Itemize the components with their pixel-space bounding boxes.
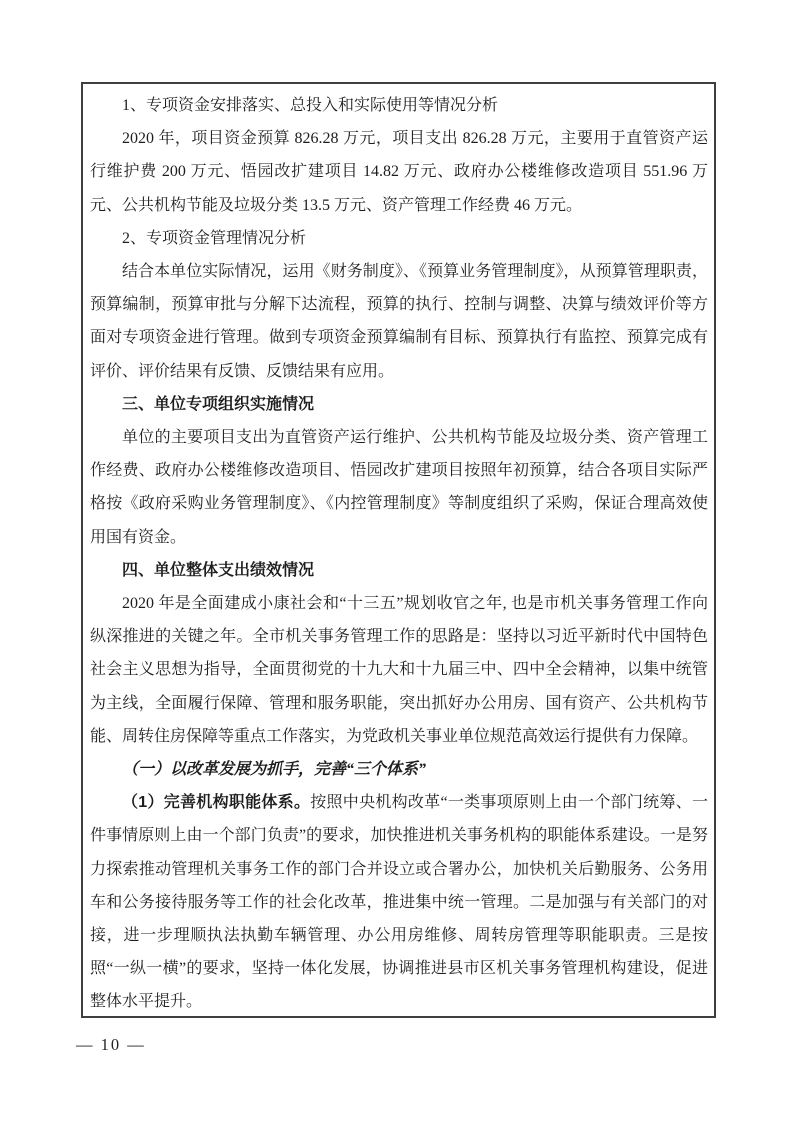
paragraph-section-heading: 四、单位整体支出绩效情况 [122,561,315,579]
paragraph-body [90,786,708,1018]
paragraph-sub-heading: 2、专项资金管理情况分析 [122,229,307,247]
page-number: — 10 — [76,1035,146,1054]
paragraph-body: 2020 年是全面建成小康社会和“十三五”规划收官之年, 也是市机关事务管理工作向纵深推进的关键之年。全市机关事务管理工作的思路是：坚持以习近平新时代中国特色社会主义思想为指导，全面贯彻党的十九大和十九届三中、四中全会精神，以集中统管为主线，全面履行保障、管理和服务职能，突出抓好办公用房、国有资产、公共机构节能、周转住房保障等重点工作落实，为党政机关事业单位规范高效运行提供有力保障。 [90,595,708,745]
paragraph-section-heading: 三、单位专项组织实施情况 [122,395,315,413]
paragraph-body: 2020 年，项目资金预算 826.28 万元，项目支出 826.28 万元，主要用于直管资产运行维护费 200 万元、悟园改扩建项目 14.82 万元、政府办公楼维修改造项目 551.96 万元、公共机构节能及垃圾分类 13.5 万元、资产管理工作经费 46 万元。 [90,130,708,214]
paragraph-kaiti-heading: （一）以改革发展为抓手，完善“三个体系” [122,761,427,779]
paragraph-lead: （1）完善机构职能体系。 [122,794,311,812]
paragraph-body: 单位的主要项目支出为直管资产运行维护、公共机构节能及垃圾分类、资产管理工作经费、政府办公楼维修改造项目、悟园改扩建项目按照年初预算，结合各项目实际严格按《政府采购业务管理制度》、《内控管理制度》等制度组织了采购，保证合理高效使用国有资金。 [90,429,708,546]
paragraph-body: 结合本单位实际情况，运用《财务制度》、《预算业务管理制度》，从预算管理职责，预算编制，预算审批与分解下达流程，预算的执行、控制与调整、决算与绩效评价等方面对专项资金进行管理。做到专项资金预算编制有目标、预算执行有监控、预算完成有评价、评价结果有反馈、反馈结果有应用。 [90,263,708,380]
paragraph-sub-heading: 1、专项资金安排落实、总投入和实际使用等情况分析 [122,97,499,114]
paragraph-text: 按照中央机构改革“一类事项原则上由一个部门统筹、一件事情原则上由一个部门负责”的要求，加快推进机关事务机构的职能体系建设。一是努力探索推动管理机关事务工作的部门合并设立或合署办公，加快机关后勤服务、公务用车和公务接待服务等工作的社会化改革，推进集中统一管理。二是加强与有关部门的对接，进一步理顺执法执勤车辆管理、办公用房维修、周转房管理等职能职责。三是按照“一纵一横”的要求，坚持一体化发展，协调推进县市区机关事务管理机构建设，促进整体水平提升。 [90,794,708,1011]
report-content-box [81,82,716,1018]
